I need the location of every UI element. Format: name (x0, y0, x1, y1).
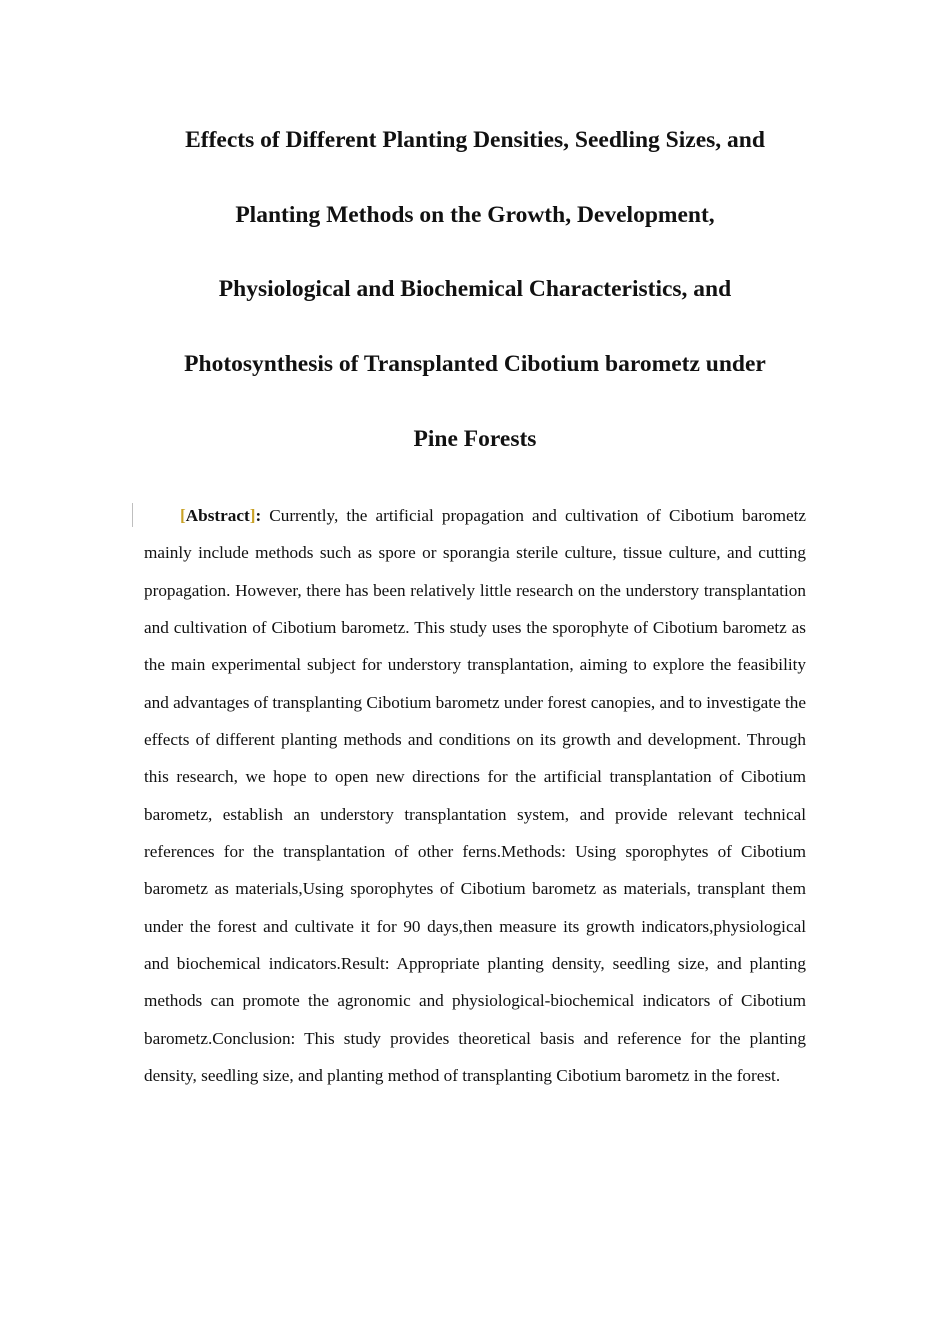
title-line-3: Physiological and Biochemical Characteristics, and (218, 276, 732, 303)
title-line-5: Pine Forests (413, 425, 537, 452)
title-line-4: Photosynthesis of Transplanted Cibotium barometz under (184, 351, 766, 378)
abstract-bracket-open: [ (180, 506, 186, 525)
abstract-label: Abstract (185, 506, 250, 525)
title-line-2: Planting Methods on the Growth, Development, (235, 201, 715, 228)
abstract-paragraph[interactable] (144, 497, 806, 1095)
paper-title (144, 103, 806, 477)
abstract-bracket-close: ] (249, 506, 256, 525)
title-line-1: Effects of Different Planting Densities, Seedling Sizes, and (185, 127, 765, 153)
abstract-colon: : (255, 506, 262, 525)
abstract-text: Currently, the artificial propagation and cultivation of Cibotium barometz mainly include methods such as spore or sporangia sterile culture, tissue culture, and cutting propagation. However, there has been relatively little research on the understory transplantation and cultivation of Cibotium barometz. This study uses the sporophyte of Cibotium barometz as the main experimental subject for understory transplantation, aiming to explore the feasibility and advantages of transplanting Cibotium barometz under forest canopies, and to investigate the effects of different planting methods and conditions on its growth and development. Through this research, we hope to open new directions for the artificial transplantation of Cibotium barometz, establish an understory transplantation system, and provide relevant technical references for the transplantation of other ferns.Methods: Using sporophytes of Cibotium barometz as materials,Using sporophytes of Cibotium barometz as materials, transplant them under the forest and cultivate it for 90 days,then measure its growth indicators,physiological and biochemical indicators.Result: Appropriate planting density, seedling size, and planting methods can promote the agronomic and physiological-biochemical indicators of Cibotium barometz.Conclusion: This study provides theoretical basis and reference for the planting density, seedling size, and planting method of transplanting Cibotium barometz in the forest. (144, 506, 807, 1086)
text-cursor-mark (132, 503, 133, 527)
